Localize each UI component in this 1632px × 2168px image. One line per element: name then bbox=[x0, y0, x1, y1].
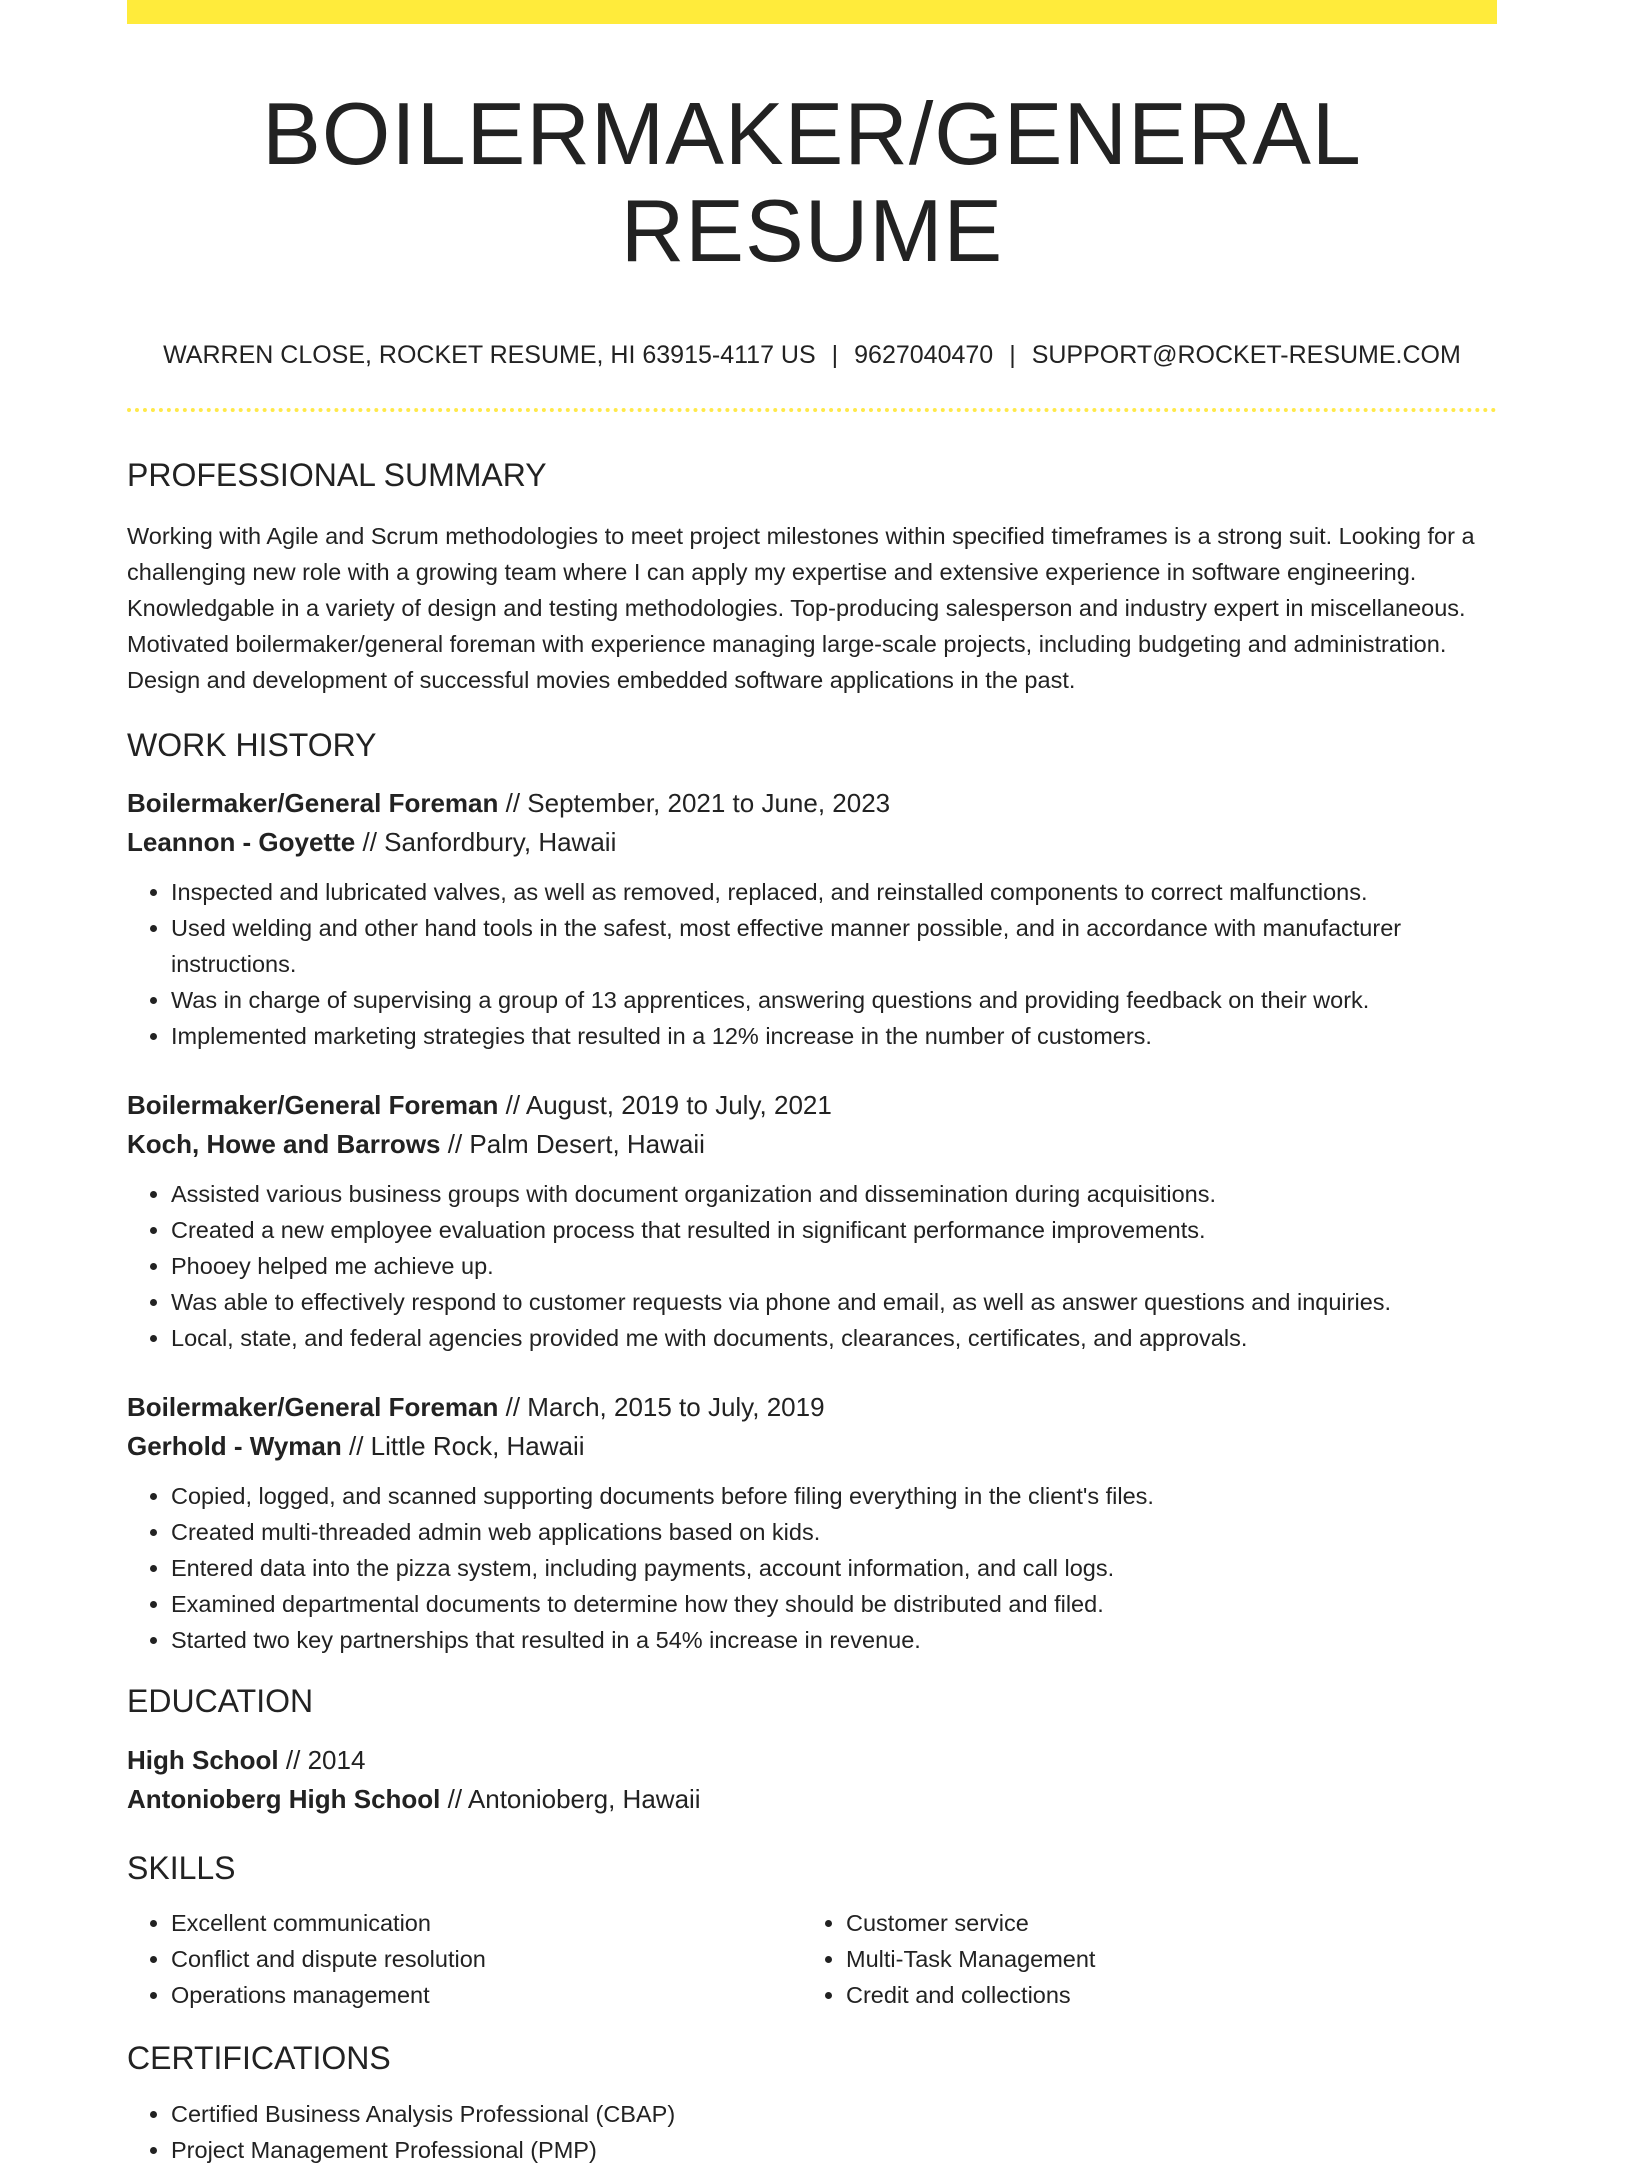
job-entry bbox=[127, 1086, 1497, 1356]
skills-grid bbox=[127, 1905, 1497, 2013]
list-item: • Created a new employee evaluation process that resulted in significant performance improvements. bbox=[171, 1212, 1497, 1248]
list-item: • Used welding and other hand tools in the safest, most effective manner possible, and in accordance with manufacturer instructions. bbox=[171, 910, 1497, 982]
list-item: • Was in charge of supervising a group of 13 apprentices, answering questions and providing feedback on their work. bbox=[171, 982, 1497, 1018]
list-item: • Project Management Professional (PMP) bbox=[171, 2132, 1497, 2168]
job-company-line bbox=[127, 1427, 1497, 1466]
education-degree: High School bbox=[127, 1744, 279, 1775]
list-item: • Local, state, and federal agencies provided me with documents, clearances, certificates, and approvals. bbox=[171, 1320, 1497, 1356]
contact-separator: | bbox=[1009, 340, 1016, 369]
list-item: • Phooey helped me achieve up. bbox=[171, 1248, 1497, 1284]
education-entry bbox=[127, 1741, 1497, 1819]
list-item: • Credit and collections bbox=[846, 1977, 1477, 2013]
education-location: // Antonioberg, Hawaii bbox=[447, 1783, 701, 1814]
list-item: • Customer service bbox=[846, 1905, 1477, 1941]
education-year: // 2014 bbox=[285, 1744, 366, 1775]
list-item: • Certified Business Analysis Professional (CBAP) bbox=[171, 2096, 1497, 2132]
skills-heading: SKILLS bbox=[127, 1849, 236, 1886]
list-item: • Multi-Task Management bbox=[846, 1941, 1477, 1977]
job-title: Boilermaker/General Foreman bbox=[127, 788, 499, 819]
job-title-line bbox=[127, 1086, 1497, 1125]
contact-email: SUPPORT@ROCKET-RESUME.COM bbox=[1031, 340, 1461, 369]
job-bullets bbox=[127, 1478, 1497, 1658]
skills-column-right bbox=[802, 1905, 1477, 2013]
job-company-line bbox=[127, 823, 1497, 862]
list-item: • Assisted various business groups with document organization and dissemination during acquisitions. bbox=[171, 1176, 1497, 1212]
job-location: // Sanfordbury, Hawaii bbox=[362, 827, 617, 858]
job-title: Boilermaker/General Foreman bbox=[127, 1392, 499, 1423]
list-item: • Examined departmental documents to determine how they should be distributed and filed. bbox=[171, 1586, 1497, 1622]
list-item: • Inspected and lubricated valves, as well as removed, replaced, and reinstalled components to correct malfunctions. bbox=[171, 874, 1497, 910]
list-item: • Implemented marketing strategies that resulted in a 12% increase in the number of customers. bbox=[171, 1018, 1497, 1054]
skills-column-left bbox=[127, 1905, 802, 2013]
contact-separator: | bbox=[831, 340, 839, 369]
job-company: Leannon - Goyette bbox=[127, 827, 356, 858]
dotted-divider bbox=[127, 408, 1497, 412]
accent-bar bbox=[127, 0, 1497, 24]
education-school-line bbox=[127, 1780, 1497, 1819]
list-item: • Created multi-threaded admin web applications based on kids. bbox=[171, 1514, 1497, 1550]
certifications-list bbox=[127, 2096, 1497, 2168]
job-location: // Palm Desert, Hawaii bbox=[447, 1129, 705, 1160]
list-item: • Excellent communication bbox=[171, 1905, 802, 1941]
job-dates: // September, 2021 to June, 2023 bbox=[505, 788, 891, 819]
education-school: Antonioberg High School bbox=[127, 1783, 441, 1814]
job-bullets bbox=[127, 874, 1497, 1054]
contact-line bbox=[127, 340, 1497, 370]
summary-text: Working with Agile and Scrum methodologies to meet project milestones within specified timeframes is a strong suit. Looking for a challenging new role with a growing team where I can apply my expertise and extensive experience in software engineering. Knowledgable in a variety of design and testing methodologies. Top-producing salesperson and industry expert in miscellaneous. Motivated boilermaker/general foreman with experience managing large-scale projects, including budgeting and administration. Design and development of successful movies embedded software applications in the past. bbox=[127, 522, 1475, 693]
job-entry bbox=[127, 1388, 1497, 1658]
education-heading: EDUCATION bbox=[127, 1683, 314, 1720]
job-dates: // August, 2019 to July, 2021 bbox=[505, 1090, 832, 1121]
job-title-line bbox=[127, 1388, 1497, 1427]
list-item: • Operations management bbox=[171, 1977, 802, 2013]
contact-address: WARREN CLOSE, ROCKET RESUME, HI 63915-4117 US bbox=[163, 340, 816, 369]
job-company-line bbox=[127, 1125, 1497, 1164]
page-title: BOILERMAKER/GENERAL RESUME bbox=[262, 84, 1362, 280]
job-dates: // March, 2015 to July, 2019 bbox=[505, 1392, 825, 1423]
summary-heading: PROFESSIONAL SUMMARY bbox=[127, 456, 547, 493]
list-item: • Entered data into the pizza system, including payments, account information, and call logs. bbox=[171, 1550, 1497, 1586]
list-item: • Copied, logged, and scanned supporting documents before filing everything in the client's files. bbox=[171, 1478, 1497, 1514]
resume-page bbox=[127, 0, 1497, 2168]
job-company: Koch, Howe and Barrows bbox=[127, 1129, 441, 1160]
list-item: • Started two key partnerships that resulted in a 54% increase in revenue. bbox=[171, 1622, 1497, 1658]
job-title: Boilermaker/General Foreman bbox=[127, 1090, 499, 1121]
list-item: • Was able to effectively respond to customer requests via phone and email, as well as answer questions and inquiries. bbox=[171, 1284, 1497, 1320]
job-entry bbox=[127, 784, 1497, 1054]
job-bullets bbox=[127, 1176, 1497, 1356]
list-item: • Conflict and dispute resolution bbox=[171, 1941, 802, 1977]
job-company: Gerhold - Wyman bbox=[127, 1431, 342, 1462]
education-degree-line bbox=[127, 1741, 1497, 1780]
work-history-heading: WORK HISTORY bbox=[127, 726, 377, 763]
job-title-line bbox=[127, 784, 1497, 823]
certifications-heading: CERTIFICATIONS bbox=[127, 2040, 391, 2077]
job-location: // Little Rock, Hawaii bbox=[349, 1431, 585, 1462]
contact-phone: 9627040470 bbox=[854, 340, 994, 369]
